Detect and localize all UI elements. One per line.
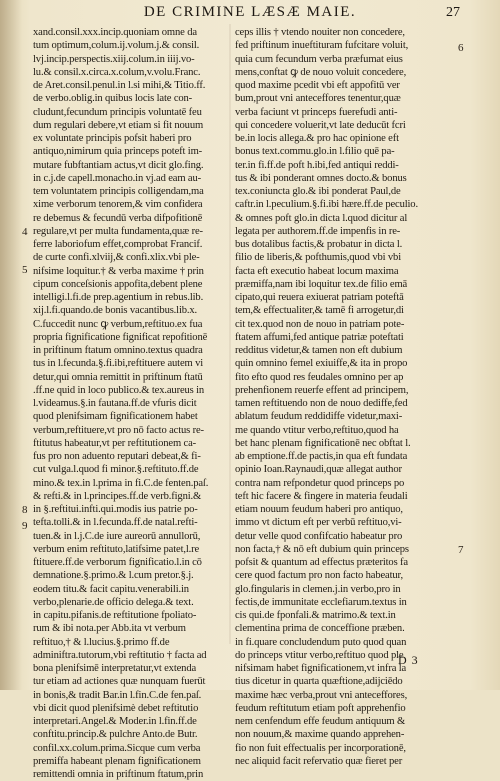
signature-mark: D 3: [398, 653, 419, 667]
text-line: l.videamus.§.in fautana.ff.de vfuris dicit: [33, 398, 197, 409]
text-line: ablatum feudum reddidiffe videtur,maxi-: [235, 411, 403, 423]
text-line: regulare,vt per multa fundamenta,quæ re-: [33, 225, 203, 237]
text-line: redditus videtur,& tamen non eft dubium: [235, 345, 403, 356]
text-line: rum & ibi nota.per Abb.ita vt verbum: [33, 623, 186, 635]
margin-number-left: 5: [22, 264, 28, 276]
text-line: in §.reftitui.infti.qui.modis ius patrie po-: [33, 504, 198, 515]
text-line: tamen reftituendo non de nouo dediffe,fed: [235, 398, 408, 409]
text-line: quin omnino femel exiuiffe,& ita in propo: [235, 358, 408, 370]
text-line: in priftinum ftatum omnino.textus quadra: [33, 345, 203, 356]
text-line: remittendi omnia in priftinum ftatum,prin: [33, 769, 204, 780]
margin-number-right: 6: [458, 42, 464, 54]
text-line: detur velle quod confifcatio habeatur pro: [235, 530, 403, 542]
text-line: de Aret.consil.penul.in l.si mihi,& Titio.ff.: [33, 80, 206, 91]
text-line: tus in l.fecunda.§.fi.ibi,reftituere autem vi: [33, 358, 204, 370]
text-line: tius dicetur in quarta quæftione,adijciēdo: [235, 676, 403, 688]
text-line: verba faciunt vt princeps fuerefudi anti-: [235, 106, 398, 118]
text-line: fus pro non aduento reputari debeat,& fi-: [33, 451, 201, 462]
text-line: fito efto quod res feudales omnino per ap: [235, 371, 404, 383]
text-line: propria fignificatione fignificat repofitionē: [33, 331, 208, 343]
text-line: & refti.& in l.principes.ff.de verb.figni.&: [33, 490, 202, 502]
text-line: in c.j.de capell.monacho.in vj.ad eam au-: [33, 172, 201, 184]
text-line: dum regulari debere,vt etiam si fit nouum: [33, 119, 204, 131]
page-number: 27: [446, 5, 460, 20]
text-line: immo vt dictum eft per verbū reftituo,vi-: [235, 517, 402, 529]
text-line: contra nam refpondetur quod princeps po: [235, 477, 405, 489]
text-line: de verbo.oblig.in quibus locis late con-: [33, 93, 193, 105]
text-line: qui concedere voluerit,vt late deducūt fcri: [235, 119, 406, 131]
text-line: opinio Ioan.Raynaudi,quæ allegat author: [235, 464, 402, 476]
text-line: caftr.in l.peculium.§.fi.ibi hære.ff.de peculio.: [235, 199, 418, 211]
margin-number-left: 9: [22, 520, 28, 532]
text-line: cipato,qui reuera exiuerat patriam poteftā: [235, 292, 404, 303]
text-line: eodem titu.& facit capitu.venerabili.in: [33, 583, 189, 595]
text-line: premiffa habeant plenam fignificationem: [33, 755, 201, 767]
text-line: mino.& tex.in l.prima in fi.C.de fenten.paſ.: [33, 477, 209, 489]
text-line: de curte confi.xlviij,& confi.xlix.vbi ple-: [33, 252, 200, 264]
text-line: ftitutus habeatur,vt per reftitutionem ca-: [33, 437, 197, 449]
text-line: legata per authorem.ff.de impenfis in re-: [235, 225, 401, 237]
text-line: prehenfionem reuerfe effent ad principem,: [235, 384, 409, 396]
text-line: tuen.& in l.j.C.de iure aureorū annullorū,: [33, 530, 201, 542]
text-line: cut vulga.l.quod fi minor.§.reftituto.ff.de: [33, 464, 199, 476]
text-line: nifsimam habet fignificationem,vt infra la: [235, 663, 407, 674]
text-line: do princeps vtitur verbo,reftituo quod ple: [235, 649, 404, 661]
text-line: vbi dicit quod plenifsimè debet reftitutio: [33, 702, 199, 714]
text-line: feudum reftitutum etiam poft apprehenfio: [235, 702, 406, 714]
text-line: in bonis,& tradit Bar.in l.fin.C.de fen.paſ.: [33, 689, 202, 701]
text-line: bona plenifsimē interpretatur,vt extenda: [33, 663, 197, 674]
text-line: tem voluntatem principis colligendam,ma: [33, 186, 204, 197]
text-line: bet hanc plenam fignificationē nec obftat l.: [235, 437, 411, 449]
text-line: fectis,de immunitate ecclefiarum.textus in: [235, 596, 407, 608]
text-line: ceps illis † vtendo nouiter non concedere,: [235, 27, 405, 38]
margin-number-left: 8: [22, 504, 28, 516]
text-line: quia cum fecundum verba præfumat eius: [235, 53, 403, 65]
text-line: ter.in fi.ff.de poft h.ibi,fed antiqui reddi-: [235, 159, 399, 171]
text-line: conftitu.princip.& pulchre Anto.de Butr.: [33, 729, 198, 741]
text-line: tus & ibi ponderant omnes docto.& bonus: [235, 172, 407, 184]
text-line: mens,conftat ꝙ de nouo voluit concedere,: [235, 66, 407, 78]
text-line: reftituo,† & l.lucius.§.primo ff.de: [33, 636, 170, 648]
text-line: cis qui.de fponfali.& matrimo.& text.in: [235, 610, 396, 621]
text-line: ex voluntate principis pofsit haberi pro: [33, 133, 192, 144]
text-line: ab emptione.ff.de pactis,in qua eft fundata: [235, 451, 408, 462]
text-line: xime verborum tenorem,& vim confidera: [33, 199, 203, 211]
text-line: verbum,reftituere,vt pro nō facto actus re-: [33, 424, 204, 436]
left-text-column: [33, 26, 233, 781]
margin-number-left: 4: [22, 226, 28, 238]
text-line: nec aliquid facit refervatio quæ fieret per: [235, 755, 403, 767]
right-text-column: [235, 26, 455, 768]
text-line: pofsit & quantum ad effectus præteritos fa: [235, 557, 408, 568]
text-line: verbo,plenarie.de officio delega.& text.: [33, 596, 194, 608]
text-line: nifsime loquitur.† & verba maxime † prin: [33, 265, 204, 277]
text-line: etiam nouum feudum haberi pro antiquo,: [235, 504, 403, 515]
text-line: cit tex.quod non de nouo in patriam pote-: [235, 318, 405, 330]
text-line: antiquo,nimirum quia princeps poteft im-: [33, 146, 203, 158]
text-line: non facta,† & nō eft dubium quin princeps: [235, 543, 409, 555]
text-line: cipum conceſsionis appofita,debent plene: [33, 278, 203, 290]
text-line: quod maxime pcedit vbi eft appofitū ver: [235, 80, 400, 91]
text-line: lu.& consil.x.circa.x.colum,v.volu.Franc.: [33, 66, 201, 78]
text-line: verbum enim reftituto,latifsime patet,l.re: [33, 543, 200, 555]
text-line: demnatione.§.primo.& l.cum pretor.§.j.: [33, 570, 194, 582]
text-line: ftatem affumi,fed antique patriæ poteftati: [235, 331, 404, 343]
text-line: nem cenfendum effe feudum antiquum &: [235, 716, 406, 727]
text-line: mutare fubftantiam actus,vt dicit glo.fing.: [33, 159, 204, 171]
text-line: in capitu.pifanis.de reftitutione fpoliato-: [33, 610, 197, 621]
text-line: bum,prout vni anteceffores tenentur,quæ: [235, 93, 401, 105]
text-line: tefta.tolli.& in l.fecunda.ff.de natal.refti-: [33, 517, 198, 529]
running-title: DE CRIMINE LÆSÆ MAIE.: [143, 4, 357, 20]
text-line: in fi.quare concludendum puto quod quan: [235, 636, 407, 648]
text-line: lvj.incip.perspectis.xiij.colum.in iiij.vo-: [33, 53, 195, 65]
text-line: tex.coniuncta glo.& ibi ponderat Paul,de: [235, 186, 401, 197]
text-line: ftituere.ff.de verborum fignificatio.l.in cō: [33, 557, 202, 568]
text-line: filio de liberis,& pofthumis,quod vbi vbi: [235, 252, 401, 264]
text-line: interpretari.Angel.& Moder.in l.fin.ff.de: [33, 716, 197, 727]
text-line: cere quod factum pro non facto habeatur,: [235, 570, 404, 582]
text-line: adminiftra.tutorum,vbi reftitutio † facta ad: [33, 649, 207, 661]
text-line: intelligi.l.fi.de prep.agentium in rebus.lib.: [33, 292, 204, 303]
text-line: re debemus & fecundū verba difpofitionē: [33, 212, 203, 224]
text-line: confil.xx.colum.prima.Sicque cum verba: [33, 742, 201, 754]
text-line: detur,qui omnia remittit in priftinum ftatū: [33, 371, 203, 383]
text-line: C.fuccedit nunc ꝙ verbum,reftituo.ex fua: [33, 318, 203, 330]
text-line: me quando vtitur verbo,reftituo,quod ha: [235, 424, 399, 436]
page-header: [0, 4, 500, 26]
text-line: quod plenifsimam fignificationem habet: [33, 411, 198, 423]
text-line: xand.consil.xxx.incip.quoniam omne da: [33, 27, 197, 38]
text-line: clementina prima de conceffione præben.: [235, 623, 405, 635]
text-line: cludunt,fecundum principis voluntatē feu: [33, 106, 202, 118]
margin-number-right: 7: [458, 544, 464, 556]
text-line: fed priftinum inueftituram fufcitare voluit,: [235, 40, 409, 52]
text-line: præmiffa,nam ibi loquitur tex.de filio emā: [235, 278, 408, 290]
text-line: tem,& effectualiter,& tamē fi arrogetur,di: [235, 305, 404, 317]
text-line: ferre laboriofum effet,comprobat Francif.: [33, 239, 203, 250]
text-line: facta eft executio habeat locum maxima: [235, 265, 399, 277]
text-line: fio non fuit effectualis per incorporationē,: [235, 742, 406, 754]
text-line: .ff.ne quid in loco publico.& tex.aureus in: [33, 384, 205, 396]
text-line: tum optimum,colum.ij.volum.j.& consil.: [33, 40, 200, 52]
text-line: bonus text.commu.glo.in l.filio quē pa-: [235, 146, 395, 158]
text-line: glo.fingularis in clemen.j.in verbo,pro in: [235, 583, 401, 595]
text-line: tur etiam ad actiones quæ nunquam fuerūt: [33, 676, 206, 688]
text-line: teft hic facere & fingere in materia feudali: [235, 490, 408, 502]
text-line: non nouum,& maxime quando apprehen-: [235, 729, 405, 741]
text-line: xij.l.fi.quando.de bonis vacantibus.lib.x.: [33, 305, 198, 317]
text-line: be.in locis allega.& pro hac opinione eft: [235, 133, 399, 144]
text-line: bus dotalibus factis,& probatur in dicta l.: [235, 239, 403, 250]
text-line: & omnes poft glo.in dicta l.quod dicitur al: [235, 212, 408, 224]
text-line: maxime hæc verba,prout vni anteceffores,: [235, 689, 408, 701]
